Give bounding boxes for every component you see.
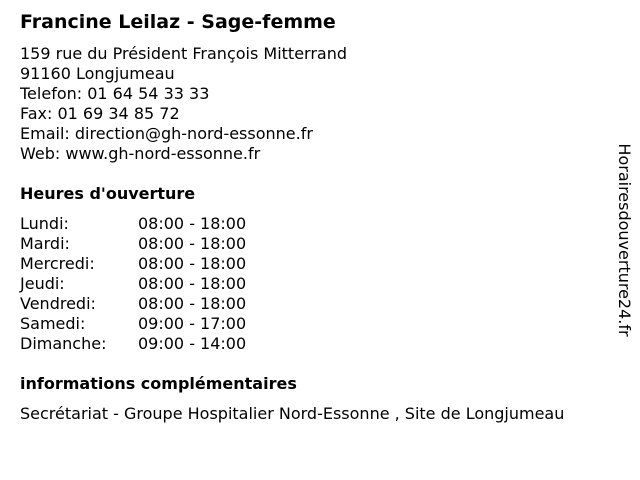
time-range: 08:00 - 18:00 xyxy=(138,234,247,253)
info-heading: informations complémentaires xyxy=(20,374,297,393)
day-label: Lundi: xyxy=(20,214,69,233)
time-range: 08:00 - 18:00 xyxy=(138,214,247,233)
fax-number: Fax: 01 69 34 85 72 xyxy=(20,104,180,123)
side-brand-text: Horairesdouverture24.fr xyxy=(615,143,634,337)
info-text: Secrétariat - Groupe Hospitalier Nord-Essonne , Site de Longjumeau xyxy=(20,404,565,423)
time-range: 08:00 - 18:00 xyxy=(138,254,247,273)
page-title: Francine Leilaz - Sage-femme xyxy=(20,11,336,33)
street-address: 159 rue du Président François Mitterrand xyxy=(20,44,348,63)
day-label: Mardi: xyxy=(20,234,70,253)
day-label: Vendredi: xyxy=(20,294,96,313)
phone-number: Telefon: 01 64 54 33 33 xyxy=(20,84,210,103)
day-label: Jeudi: xyxy=(20,274,65,293)
time-range: 09:00 - 14:00 xyxy=(138,334,247,353)
day-label: Dimanche: xyxy=(20,334,107,353)
time-range: 09:00 - 17:00 xyxy=(138,314,247,333)
hours-heading: Heures d'ouverture xyxy=(20,184,196,203)
day-label: Samedi: xyxy=(20,314,86,333)
time-range: 08:00 - 18:00 xyxy=(138,274,247,293)
city-postal: 91160 Longjumeau xyxy=(20,64,175,83)
address-block xyxy=(20,44,347,164)
time-range: 08:00 - 18:00 xyxy=(138,294,247,313)
day-label: Mercredi: xyxy=(20,254,95,273)
email-address: Email: direction@gh-nord-essonne.fr xyxy=(20,124,313,143)
website: Web: www.gh-nord-essonne.fr xyxy=(20,144,261,163)
